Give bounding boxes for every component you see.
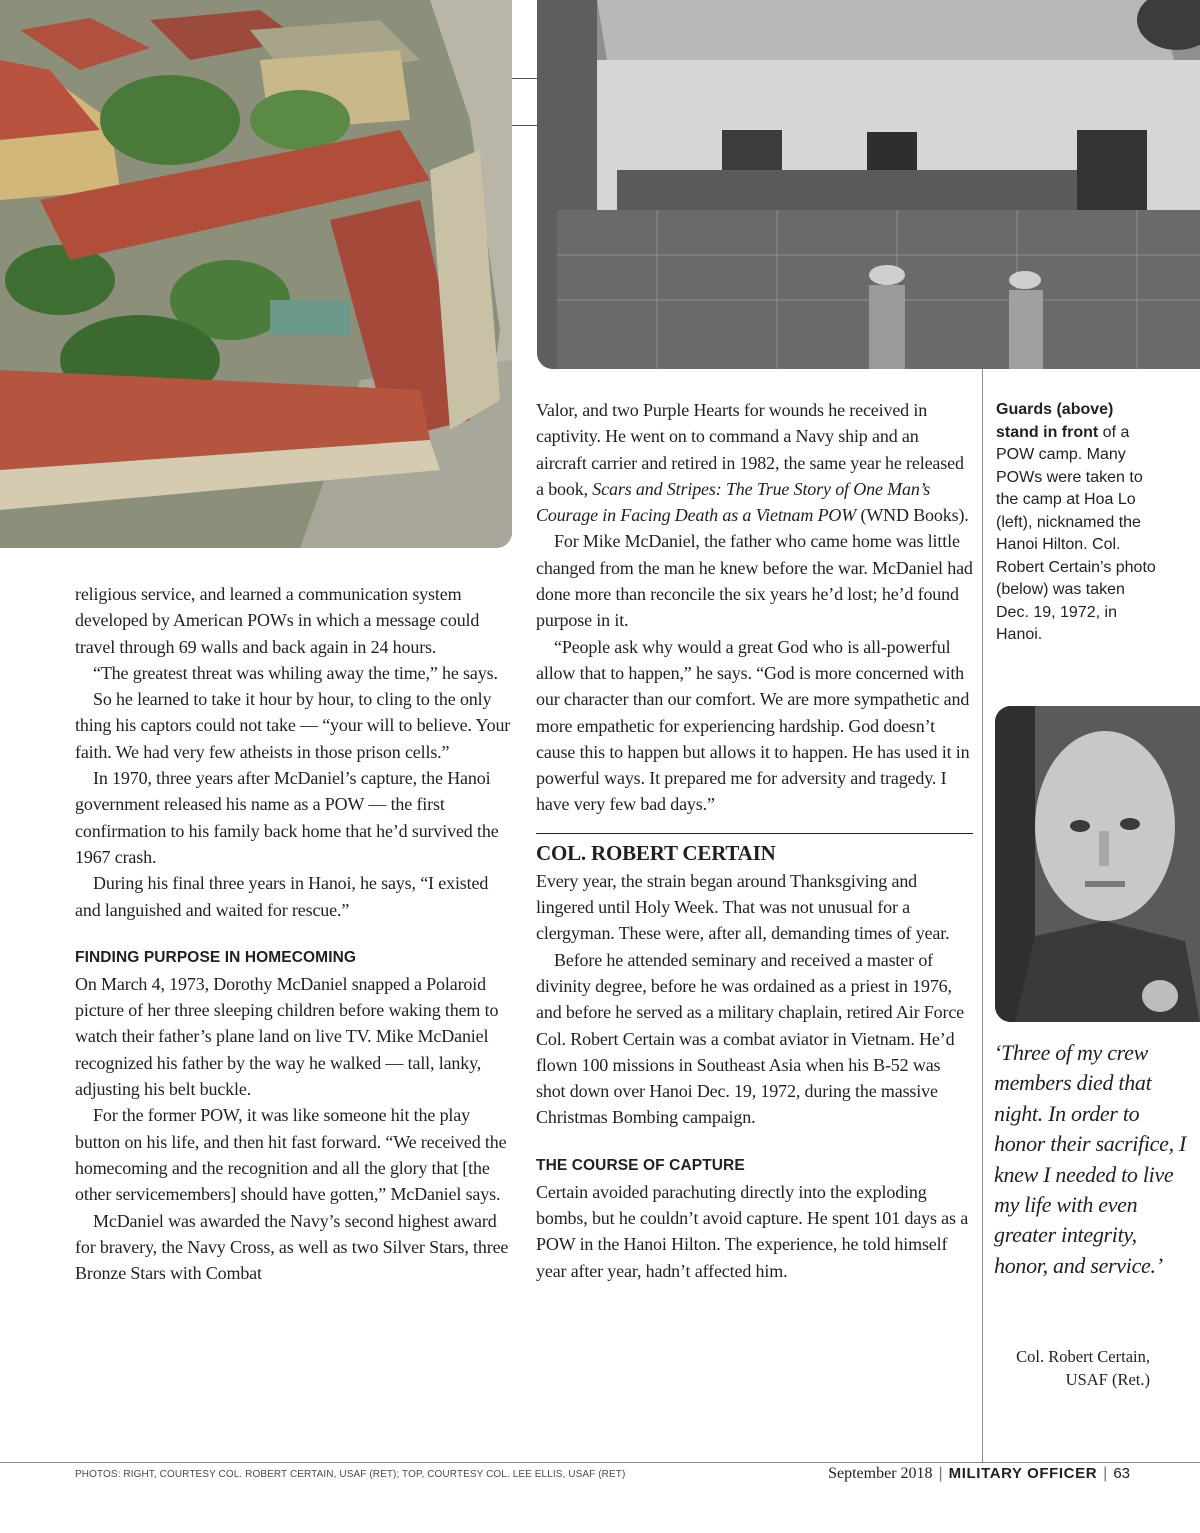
pow-camp-guards-photo <box>537 0 1200 369</box>
paragraph: “People ask why would a great God who is all-powerful allow that to happen,” he says. “God is more concerned with our character than our comfort. We are more sympathetic and more empathetic for experiencing hardship. God doesn’t cause this to happen but allows it to happen. He has used it in powerful ways. It prepared me for adversity and tragedy. I have very few bad days.” <box>536 636 970 815</box>
issue-date: September 2018 <box>828 1465 933 1482</box>
robert-certain-portrait-photo <box>995 706 1200 1022</box>
caption-lead: Guards (above) stand in front <box>996 401 1114 441</box>
aerial-photo-illustration <box>0 0 512 548</box>
magazine-name: MILITARY OFFICER <box>948 1465 1098 1482</box>
paragraph: Certain avoided parachuting directly into the exploding bombs, but he couldn’t avoid capture. He spent 101 days as a POW in the Hanoi Hilton. The experience, he told himself year after year, hadn’t affected him. <box>536 1181 969 1281</box>
pull-quote-attribution: Col. Robert Certain, USAF (Ret.) <box>1016 1347 1150 1389</box>
paragraph: religious service, and learned a communication system developed by American POWs in which a message could travel through 69 walls and back again in 24 hours. <box>75 584 480 657</box>
paragraph: For the former POW, it was like someone hit the play button on his life, and then hit fast forward. “We received the homecoming and the recognition and all the glory that [the other servicemembers] should have gotten,” McDaniel says. <box>75 1105 507 1205</box>
caption-body: of a POW camp. Many POWs were taken to the camp at Hoa Lo (left), nicknamed the Hanoi Hilton. Col. Robert Certain’s photo (below) was taken Dec. 19, 1972, in Hanoi. <box>996 423 1156 643</box>
photo-credits: PHOTOS: RIGHT, COURTESY COL. ROBERT CERTAIN, USAF (RET); TOP, COURTESY COL. LEE ELLIS, USAF (RET) <box>75 1469 626 1480</box>
paragraph: Every year, the strain began around Thanksgiving and lingered until Holy Week. That was not unusual for a clergyman. These were, after all, demanding times of year. <box>536 870 950 944</box>
portrait-photo-illustration <box>995 706 1200 1022</box>
folio-separator: | <box>938 1465 943 1482</box>
folio-separator: | <box>1103 1465 1108 1482</box>
section-head-robert-certain: COL. ROBERT CERTAIN <box>536 840 776 865</box>
spacer <box>75 923 511 945</box>
paragraph: Before he attended seminary and received a master of divinity degree, before he was ordained as a priest in 1976, and before he served as a military chaplain, retired Air Force Col. Robert Certain was a combat aviator in Vietnam. He’d flown 100 missions in Southeast Asia when his B-52 was shot down over Hanoi Dec. 19, 1972, during the massive Christmas Bombing campaign. <box>536 949 965 1128</box>
article-right-column <box>536 397 973 1284</box>
page-folio <box>800 1465 1130 1483</box>
spacer <box>536 1131 973 1153</box>
paragraph: McDaniel was awarded the Navy’s second highest award for bravery, the Navy Cross, as well as two Silver Stars, three Bronze Stars with Combat <box>75 1210 509 1284</box>
photo-connector-lines <box>512 78 540 126</box>
article-left-column <box>75 581 511 1286</box>
photo-caption <box>996 399 1156 647</box>
paragraph: So he learned to take it hour by hour, to cling to the only thing his captors could not take — “your will to believe. Your faith. We had very few atheists in those prison cells.” <box>75 689 511 762</box>
paragraph-text: Valor, and two Purple Hearts for wounds he received in captivity. He went on to command a Navy ship and an aircraft carrier and retired in 1982, the same year he released a book, <box>536 400 964 499</box>
subhead-course-of-capture: THE COURSE OF CAPTURE <box>536 1156 745 1174</box>
page-number: 63 <box>1113 1465 1130 1482</box>
sidebar-divider <box>982 369 983 1462</box>
paragraph: During his final three years in Hanoi, he says, “I existed and languished and waited for rescue.” <box>75 873 489 920</box>
subhead-finding-purpose: FINDING PURPOSE IN HOMECOMING <box>75 948 357 966</box>
paragraph: For Mike McDaniel, the father who came home was little changed from the man he knew before the war. McDaniel had done more than reconcile the six years he’d lost; he’d found purpose in it. <box>536 531 973 631</box>
paragraph: In 1970, three years after McDaniel’s capture, the Hanoi government released his name as a POW — the first confirmation to his family back home that he’d survived the 1967 crash. <box>75 768 499 867</box>
pull-quote: ‘Three of my crew members died that night. In order to honor their sacrifice, I knew I needed to live my life with even greater integrity, honor, and service.’ <box>994 1040 1186 1278</box>
book-title: Scars and Stripes: The True Story of One Man’s Courage in Facing Death as a Vietnam POW <box>536 478 931 526</box>
paragraph <box>536 397 973 528</box>
section-divider <box>536 833 973 834</box>
paragraph-text: (WND Books). <box>856 505 969 526</box>
paragraph: On March 4, 1973, Dorothy McDaniel snapped a Polaroid picture of her three sleeping children before waking them to watch their father’s plane land on live TV. Mike McDaniel recognized his father by the way he walked — tall, lanky, adjusting his belt buckle. <box>75 973 499 1100</box>
paragraph: “The greatest threat was whiling away the time,” he says. <box>93 662 498 683</box>
guards-photo-illustration <box>537 0 1200 369</box>
footer-rule <box>0 1462 1200 1463</box>
hoa-lo-prison-aerial-photo <box>0 0 512 548</box>
